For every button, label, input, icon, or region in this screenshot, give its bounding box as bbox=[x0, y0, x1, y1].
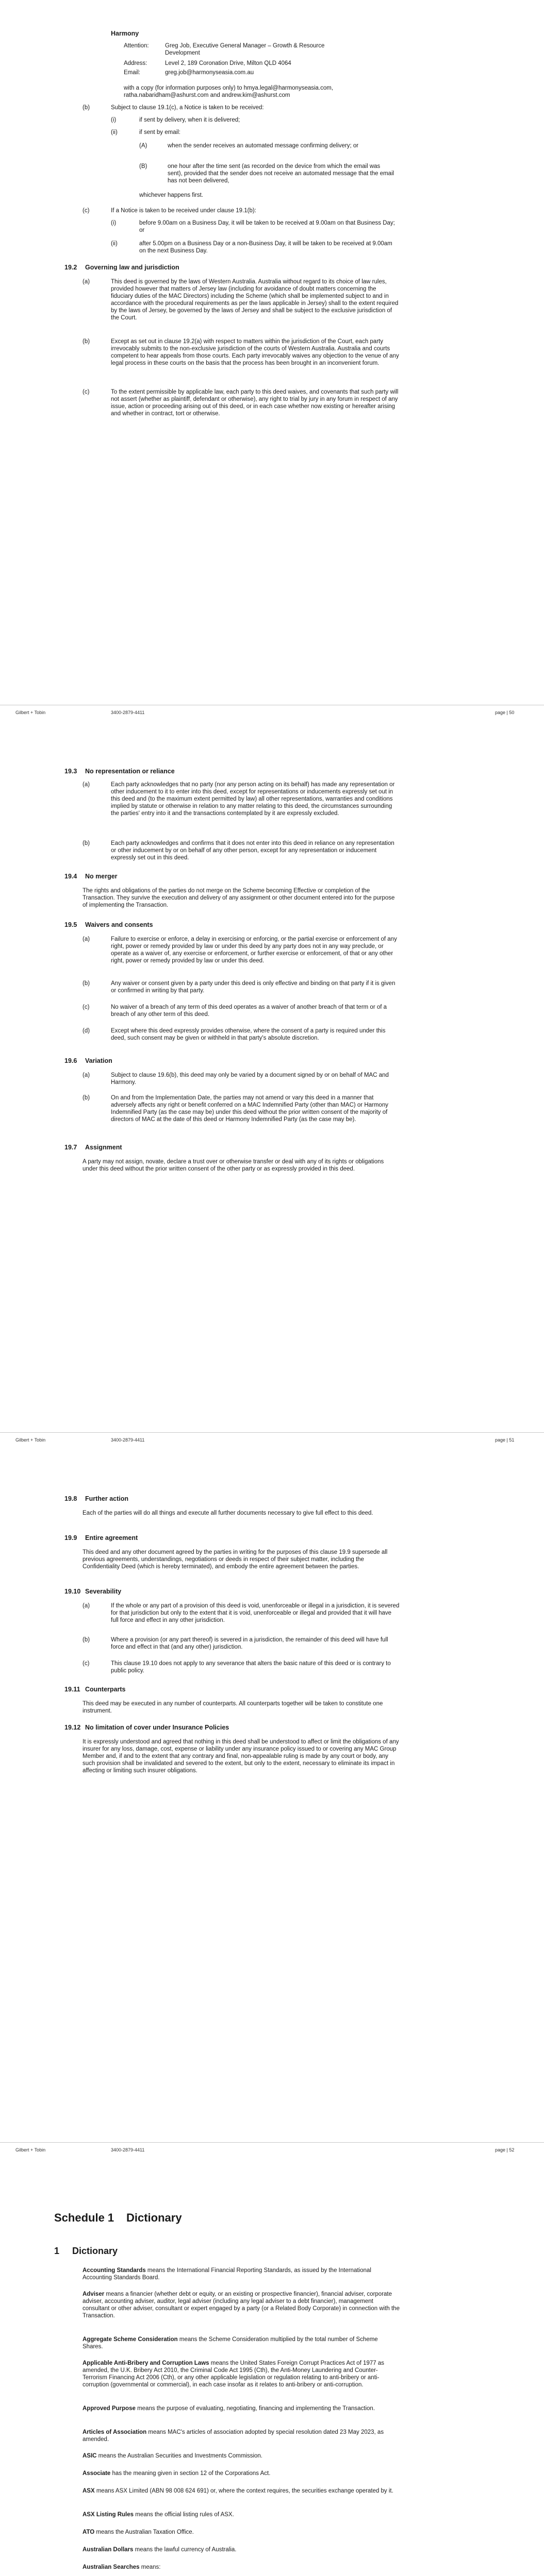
document-page-4 bbox=[0, 2179, 544, 2576]
section-number: 19.10 bbox=[64, 1588, 81, 1595]
definition-term: Applicable Anti-Bribery and Corruption Laws bbox=[83, 2360, 209, 2366]
definition-text: means the official listing rules of ASX. bbox=[134, 2512, 234, 2518]
section-title: Entire agreement bbox=[85, 1534, 138, 1541]
section-number: 19.11 bbox=[64, 1686, 80, 1693]
address-label: Address: bbox=[124, 60, 147, 66]
definition-entry bbox=[83, 2564, 400, 2571]
definition-entry bbox=[83, 2529, 400, 2536]
clause-label: (i) bbox=[111, 117, 117, 123]
email-label: Email: bbox=[124, 70, 140, 76]
section-title: No limitation of cover under Insurance Policies bbox=[85, 1724, 229, 1731]
clause-text: before 9.00am on a Business Day, it will be taken to be received at 9.00am on that Business Day; or bbox=[139, 220, 395, 233]
clause-text: Except where this deed expressly provides otherwise, where the consent of a party is required under this deed, such consent may be given or withheld in that party's absolute discretion. bbox=[111, 1028, 386, 1041]
section-title: Severability bbox=[85, 1588, 122, 1595]
section-number: 19.5 bbox=[64, 921, 77, 928]
clause-label: (b) bbox=[83, 105, 90, 111]
definition-text: means the Australian Taxation Office. bbox=[94, 2529, 194, 2535]
definition-text: means the International Financial Reporting Standards, as issued by the International Accounting Standards Board. bbox=[83, 2267, 371, 2281]
clause-label: (ii) bbox=[111, 129, 118, 135]
section-title: No merger bbox=[85, 873, 118, 880]
section-text: It is expressly understood and agreed that nothing in this deed shall be understood to affect or limit the obligations of any insurer for any loss, damage, cost, expense or liability under any insurance policy issued to or covering any MAC Group Member and, if and to the extent that any contrary and final, non-appealable ruling is made by any court or body, any such provision shall be invalidated and severed to the extent, but only to the extent, necessary to eliminate its impact in affecting or limiting such insurer obligations. bbox=[83, 1739, 399, 1774]
section-number: 19.6 bbox=[64, 1057, 77, 1064]
clause-text: if sent by delivery, when it is delivered; bbox=[139, 117, 240, 123]
section-number: 19.8 bbox=[64, 1495, 77, 1502]
clause-label: (b) bbox=[83, 840, 90, 846]
definition-entry bbox=[83, 2267, 400, 2281]
section-title: Waivers and consents bbox=[85, 921, 153, 928]
section-number: 19.9 bbox=[64, 1534, 77, 1541]
document-page-2 bbox=[0, 742, 544, 1458]
clause-label: (b) bbox=[83, 338, 90, 345]
clause-label: (b) bbox=[83, 1637, 90, 1643]
schedule-label: Schedule 1 bbox=[54, 2211, 114, 2224]
attention-label: Attention: bbox=[124, 43, 149, 49]
section-text: This deed and any other document agreed by the parties in writing for the purposes of this clause 19.9 supersede all previous agreements, understandings, negotiations or deeds in respect of their subject matter, including the Confidentiality Deed (which is hereby terminated), and embody the entire agreement between the parties. bbox=[83, 1549, 388, 1570]
section-title: Further action bbox=[85, 1495, 129, 1502]
clause-text: If a Notice is taken to be received under clause 19.1(b): bbox=[111, 208, 256, 214]
section-title: Governing law and jurisdiction bbox=[85, 264, 179, 271]
section-title: Counterparts bbox=[85, 1686, 126, 1693]
footer-firm: Gilbert + Tobin bbox=[15, 1437, 46, 1443]
section-text: This deed may be executed in any number of counterparts. All counterparts together will be taken to constitute one instrument. bbox=[83, 1701, 383, 1714]
definition-entry bbox=[83, 2487, 400, 2495]
copy-notice-line: with a copy (for information purposes only) to hmya.legal@harmonyseasia.com, ratha.nabaridham@ashurst.com and andrew.kim@ashurst.com bbox=[124, 85, 334, 98]
clause-text: Subject to clause 19.1(c), a Notice is taken to be received: bbox=[111, 105, 264, 111]
definition-term: ASX Listing Rules bbox=[83, 2512, 134, 2518]
page-footer bbox=[0, 705, 544, 720]
section-number: 19.12 bbox=[64, 1724, 81, 1731]
section-title: Variation bbox=[85, 1057, 112, 1064]
clause-text: This clause 19.10 does not apply to any severance that alters the basic nature of this deed or is contrary to public policy. bbox=[111, 1660, 391, 1674]
definition-text: means the purpose of evaluating, negotiating, financing and implementing the Transaction. bbox=[135, 2405, 375, 2412]
clause-text: if sent by email: bbox=[139, 129, 180, 135]
clause-text: Except as set out in clause 19.2(a) with respect to matters within the jurisdiction of the Court, each party irrevocably submits to the non-exclusive jurisdiction of the courts of Western Australia. Australia and courts competent to hear appeals from those courts. Each party irrevocably waives any objection to the venue of any legal process in these courts on the basis that the process has been brought in an inconvenient forum. bbox=[111, 338, 399, 366]
definition-entry bbox=[83, 2511, 400, 2518]
definition-term: ASIC bbox=[83, 2453, 97, 2459]
clause-label: (a) bbox=[83, 1603, 90, 1609]
schedule-title: Dictionary bbox=[126, 2211, 182, 2224]
notice-party-heading: Harmony bbox=[111, 30, 139, 37]
clause-text: Each party acknowledges that no party (nor any person acting on its behalf) has made any representation or other inducement to it to enter into this deed, except for representations or inducements expressly set out in this deed and (to the maximum extent permitted by law) all other representations, warranties and conditions implied by statute or otherwise in relation to any matter relating to this deed, the circumstances surrounding the parties' entry into it and the transactions contemplated by it are expressly excluded. bbox=[111, 782, 395, 817]
footer-page-number: page | 52 bbox=[495, 2147, 515, 2153]
definition-term: Associate bbox=[83, 2470, 111, 2477]
footer-page-number: page | 50 bbox=[495, 710, 515, 715]
section-number: 19.2 bbox=[64, 264, 77, 271]
clause-label: (c) bbox=[83, 389, 90, 395]
definition-term: Aggregate Scheme Consideration bbox=[83, 2336, 178, 2343]
email-value: greg.job@harmonyseasia.com.au bbox=[165, 70, 254, 76]
definition-term: ASX bbox=[83, 2488, 95, 2494]
clause-label: (a) bbox=[83, 782, 90, 788]
clause-text: To the extent permissible by applicable law, each party to this deed waives, and covenants that such party will not assert (whether as plaintiff, defendant or otherwise), any right to trial by jury in any forum in respect of any issue, action or proceeding arising out of this deed, or in each case whether now existing or hereafter arising and whether in contract, tort or otherwise. bbox=[111, 389, 399, 417]
clause-label: (a) bbox=[83, 1072, 90, 1078]
definition-term: Articles of Association bbox=[83, 2429, 147, 2435]
definition-term: Australian Searches bbox=[83, 2564, 140, 2570]
clause-label: (i) bbox=[111, 220, 117, 226]
clause-label: (c) bbox=[83, 1660, 90, 1667]
footer-firm: Gilbert + Tobin bbox=[15, 710, 46, 715]
definition-text: means ASX Limited (ABN 98 008 624 691) or, where the context requires, the securities exchange operated by it. bbox=[94, 2488, 393, 2494]
definition-text: means the lawful currency of Australia. bbox=[133, 2547, 237, 2553]
section-number: 1 bbox=[54, 2246, 60, 2256]
footer-firm: Gilbert + Tobin bbox=[15, 2147, 46, 2153]
clause-text: Where a provision (or any part thereof) is severed in a jurisdiction, the remainder of this deed will have full force and effect in that (and any other) jurisdiction. bbox=[111, 1637, 388, 1650]
page-footer bbox=[0, 2142, 544, 2158]
definition-text: means the United States Foreign Corrupt Practices Act of 1977 as amended, the U.K. Bribery Act 2010, the Criminal Code Act 1995 (Cth), the Anti-Money Laundering and Counter-Terrorism Financing Act 2006 (Cth), or any other applicable legislation or regulation relating to anti-bribery or anti-corruption (governmental or commercial), in each case insofar as it relates to anti-bribery or anti-corruption. bbox=[83, 2360, 385, 2388]
footer-page-number: page | 51 bbox=[495, 1437, 515, 1443]
clause-text: after 5.00pm on a Business Day or a non-Business Day, it will be taken to be received at 9.00am on the next Business Day. bbox=[139, 241, 392, 254]
definition-term: Accounting Standards bbox=[83, 2267, 146, 2274]
definition-term: Australian Dollars bbox=[83, 2547, 134, 2553]
attention-value: Greg Job, Executive General Manager – Growth & Resource Development bbox=[165, 43, 325, 56]
section-number: 19.7 bbox=[64, 1144, 77, 1151]
clause-label: (b) bbox=[83, 1095, 90, 1101]
clause-text: If the whole or any part of a provision of this deed is void, unenforceable or illegal in a jurisdiction, it is severed for that jurisdiction but only to the extent that it is void, unenforceable or illegal and provided that it will have full force and effect in any other jurisdiction. bbox=[111, 1603, 400, 1623]
clause-text: whichever happens first. bbox=[139, 192, 204, 198]
clause-label: (B) bbox=[139, 163, 147, 170]
section-number: 19.3 bbox=[64, 768, 77, 775]
definition-entry bbox=[83, 2336, 400, 2350]
clause-text: one hour after the time sent (as recorded on the device from which the email was sent), provided that the sender does not receive an automated message that the email has not been delivered, bbox=[168, 163, 394, 184]
definition-text: means MAC's articles of association adopted by special resolution dated 23 May 2023, as amended. bbox=[83, 2429, 384, 2443]
section-title: Dictionary bbox=[72, 2246, 118, 2256]
address-value: Level 2, 189 Coronation Drive, Milton QLD 4064 bbox=[165, 60, 291, 66]
clause-text: Any waiver or consent given by a party under this deed is only effective and binding on that party if it is given or confirmed in writing by that party. bbox=[111, 980, 395, 994]
clause-label: (c) bbox=[83, 1004, 90, 1010]
clause-label: (ii) bbox=[111, 241, 118, 247]
footer-doc-id: 3400-2879-4411 bbox=[111, 710, 145, 715]
definition-entry bbox=[83, 2429, 400, 2443]
clause-label: (A) bbox=[139, 143, 147, 149]
document-page-1 bbox=[0, 0, 544, 732]
section-title: Assignment bbox=[85, 1144, 122, 1151]
clause-text: Failure to exercise or enforce, a delay in exercising or enforcing, or the partial exercise or enforcement of any right, power or remedy provided by law or under this deed by any party does not in any way preclude, or operate as a waiver of, any exercise or enforcement, or further exercise or enforcement, of that or any other right, power or remedy provided by law or under this deed. bbox=[111, 936, 397, 964]
section-number: 19.4 bbox=[64, 873, 77, 880]
clause-label: (a) bbox=[83, 936, 90, 942]
page-footer bbox=[0, 1432, 544, 1448]
definition-entry bbox=[83, 2360, 400, 2388]
clause-text: when the sender receives an automated message confirming delivery; or bbox=[168, 143, 359, 149]
definition-text: has the meaning given in section 12 of the Corporations Act. bbox=[110, 2470, 271, 2477]
clause-text: This deed is governed by the laws of Western Australia. Australia without regard to its choice of law rules, provided however that matters of Jersey law (including for avoidance of doubt matters concerning the fiduciary duties of the MAC Directors) including the Scheme (which shall be implemented subject to and in accordance with the procedural requirements as per the laws applicable in Jersey) shall to the extent required by the laws of Jersey, be governed by the laws of Jersey and shall be subject to the exclusive jurisdiction of the Court. bbox=[111, 279, 399, 321]
document-page-3 bbox=[0, 1468, 544, 2169]
clause-label: (b) bbox=[83, 980, 90, 987]
definition-text: means the Scheme Consideration multiplied by the total number of Scheme Shares. bbox=[83, 2336, 378, 2350]
footer-doc-id: 3400-2879-4411 bbox=[111, 1437, 145, 1443]
clause-text: Each party acknowledges and confirms that it does not enter into this deed in reliance on any representation or other inducement by or on behalf of any other person, except for any representation or inducement expressly set out in this deed. bbox=[111, 840, 394, 861]
section-text: Each of the parties will do all things and execute all further documents necessary to give full effect to this deed. bbox=[83, 1510, 373, 1516]
clause-label: (c) bbox=[83, 208, 90, 214]
section-text: A party may not assign, novate, declare a trust over or otherwise transfer or deal with any of its rights or obligations under this deed without the prior written consent of the other party or as expressly provided in this deed. bbox=[83, 1159, 384, 1172]
clause-text: On and from the Implementation Date, the parties may not amend or vary this deed in a manner that adversely affects any right or benefit conferred on a MAC Indemnified Party (other than MAC) or Harmony Indemnified Party (as the case may be) under this deed without the prior written consent of the majority of directors of MAC at the date of this deed or Harmony Indemnified Party (as the case may be). bbox=[111, 1095, 388, 1123]
definition-entry bbox=[83, 2546, 400, 2553]
definition-term: ATO bbox=[83, 2529, 95, 2535]
clause-label: (a) bbox=[83, 279, 90, 285]
definition-entry bbox=[83, 2291, 400, 2319]
definition-entry bbox=[83, 2452, 400, 2460]
definition-term: Approved Purpose bbox=[83, 2405, 136, 2412]
definition-entry bbox=[83, 2470, 400, 2477]
definition-text: means the Australian Securities and Investments Commission. bbox=[96, 2453, 262, 2459]
footer-doc-id: 3400-2879-4411 bbox=[111, 2147, 145, 2153]
definition-entry bbox=[83, 2405, 400, 2412]
clause-text: No waiver of a breach of any term of this deed operates as a waiver of another breach of that term or of a breach of any other term of this deed. bbox=[111, 1004, 387, 1018]
clause-label: (d) bbox=[83, 1028, 90, 1034]
section-title: No representation or reliance bbox=[85, 768, 175, 775]
definition-term: Adviser bbox=[83, 2291, 105, 2297]
definition-text: means: bbox=[139, 2564, 161, 2570]
section-text: The rights and obligations of the parties do not merge on the Scheme becoming Effective or completion of the Transaction. They survive the execution and delivery of any assignment or other document entered into for the purpose of implementing the Transaction. bbox=[83, 888, 395, 908]
definition-text: means a financier (whether debt or equity, or an existing or prospective financier), financial adviser, corporate adviser, accounting adviser, auditor, legal adviser (including any legal adviser to a debt financier), management consultant or other adviser, consultant or expert engaged by a party (or a Related Body Corporate) in connection with the Transaction. bbox=[83, 2291, 400, 2319]
clause-text: Subject to clause 19.6(b), this deed may only be varied by a document signed by or on behalf of MAC and Harmony. bbox=[111, 1072, 389, 1086]
